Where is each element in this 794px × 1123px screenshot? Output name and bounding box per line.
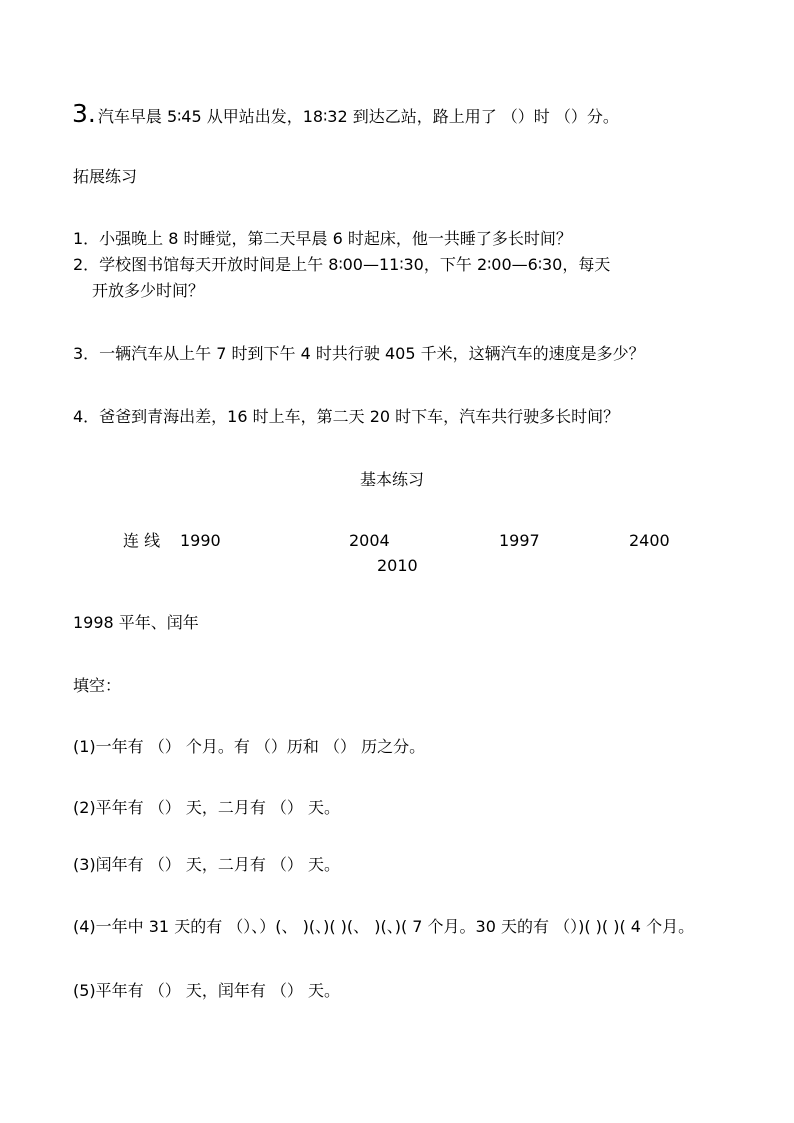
fill-heading: 填空： — [73, 676, 122, 695]
question-3-text: 汽车早晨 5∶45 从甲站出发，18∶32 到达乙站，路上用了 （）时 （）分。 — [97, 107, 619, 126]
year-2004: 2004 — [349, 531, 390, 550]
extension-item-3: 3．一辆汽车从上午 7 时到下午 4 时共行驶 405 千米，这辆汽车的速度是多少？ — [73, 344, 645, 363]
extension-item-1: 1．小强晚上 8 时睡觉，第二天早晨 6 时起床，他一共睡了多长时间？ — [73, 229, 572, 248]
match-label: 连 线 — [123, 531, 161, 550]
year-type-line: 1998 平年、闰年 — [73, 613, 199, 632]
fill-item-2: (2)平年有 （） 天，二月有 （） 天。 — [73, 798, 341, 817]
year-1990: 1990 — [180, 531, 221, 550]
year-1997: 1997 — [499, 531, 540, 550]
question-3 — [72, 101, 619, 126]
year-2400: 2400 — [629, 531, 670, 550]
extension-heading: 拓展练习 — [73, 167, 138, 186]
question-3-number: 3. — [72, 99, 96, 128]
fill-item-5: (5)平年有 （） 天，闰年有 （） 天。 — [73, 981, 341, 1000]
fill-item-3: (3)闰年有 （） 天，二月有 （） 天。 — [73, 855, 341, 874]
extension-item-4: 4．爸爸到青海出差，16 时上车，第二天 20 时下车，汽车共行驶多长时间？ — [73, 407, 620, 426]
fill-item-1: (1)一年有 （） 个月。有 （）历和 （） 历之分。 — [73, 737, 426, 756]
basic-heading: 基本练习 — [360, 470, 425, 489]
year-2010: 2010 — [377, 556, 418, 575]
extension-item-2: 2．学校图书馆每天开放时间是上午 8∶00—11∶30，下午 2∶00—6∶30，每天 — [73, 255, 611, 274]
extension-item-2-cont: 开放多少时间？ — [92, 281, 205, 300]
fill-item-4: (4)一年中 31 天的有 （）、）(、 )(、)( )(、 )(、)( 7 个月。30 天的有 （）)( )( )( 4 个月。 — [73, 917, 695, 936]
